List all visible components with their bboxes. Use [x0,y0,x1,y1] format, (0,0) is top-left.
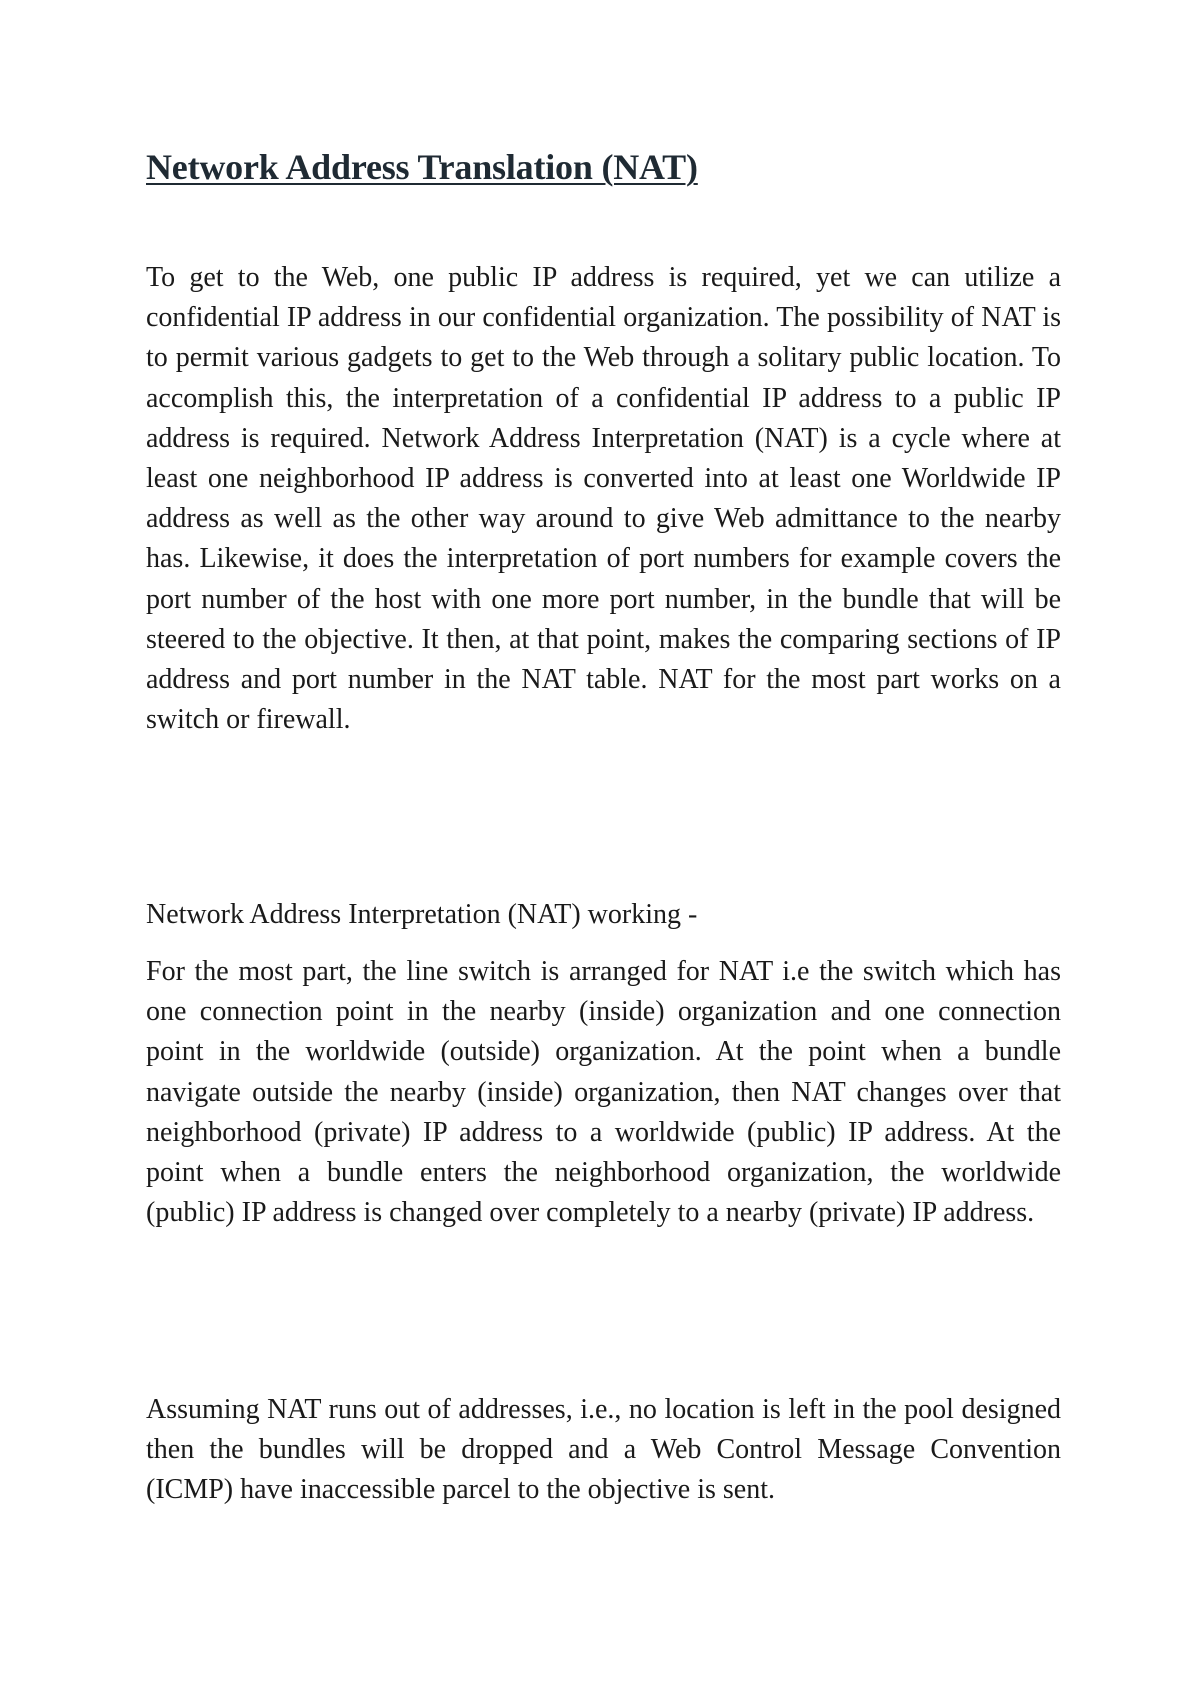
section-subheading: Network Address Interpretation (NAT) working - [146,899,698,930]
paragraph-intro: To get to the Web, one public IP address is required, yet we can utilize a confidential IP address in our confidential organization. The possibility of NAT is to permit various gadgets to get to the Web through a solitary public location. To accomplish this, the interpretation of a confidential IP address to a public IP address is required. Network Address Interpretation (NAT) is a cycle where at least one neighborhood IP address is converted into at least one Worldwide IP address as well as the other way around to give Web admittance to the nearby has. Likewise, it does the interpretation of port numbers for example covers the port number of the host with one more port number, in the bundle that will be steered to the objective. It then, at that point, makes the comparing sections of IP address and port number in the NAT table. NAT for the most part works on a switch or firewall. [146,262,1061,736]
paragraph-working: For the most part, the line switch is arranged for NAT i.e the switch which has one connection point in the nearby (inside) organization and one connection point in the worldwide (outside) organization. At the point when a bundle navigate outside the nearby (inside) organization, then NAT changes over that neighborhood (private) IP address to a worldwide (public) IP address. At the point when a bundle enters the neighborhood organization, the worldwide (public) IP address is changed over completely to a nearby (private) IP address. [146,956,1061,1229]
paragraph-exhaustion: Assuming NAT runs out of addresses, i.e., no location is left in the pool designed then the bundles will be dropped and a Web Control Message Convention (ICMP) have inaccessible parcel to the objective is sent. [146,1394,1061,1506]
document-title: Network Address Translation (NAT) [146,147,698,187]
